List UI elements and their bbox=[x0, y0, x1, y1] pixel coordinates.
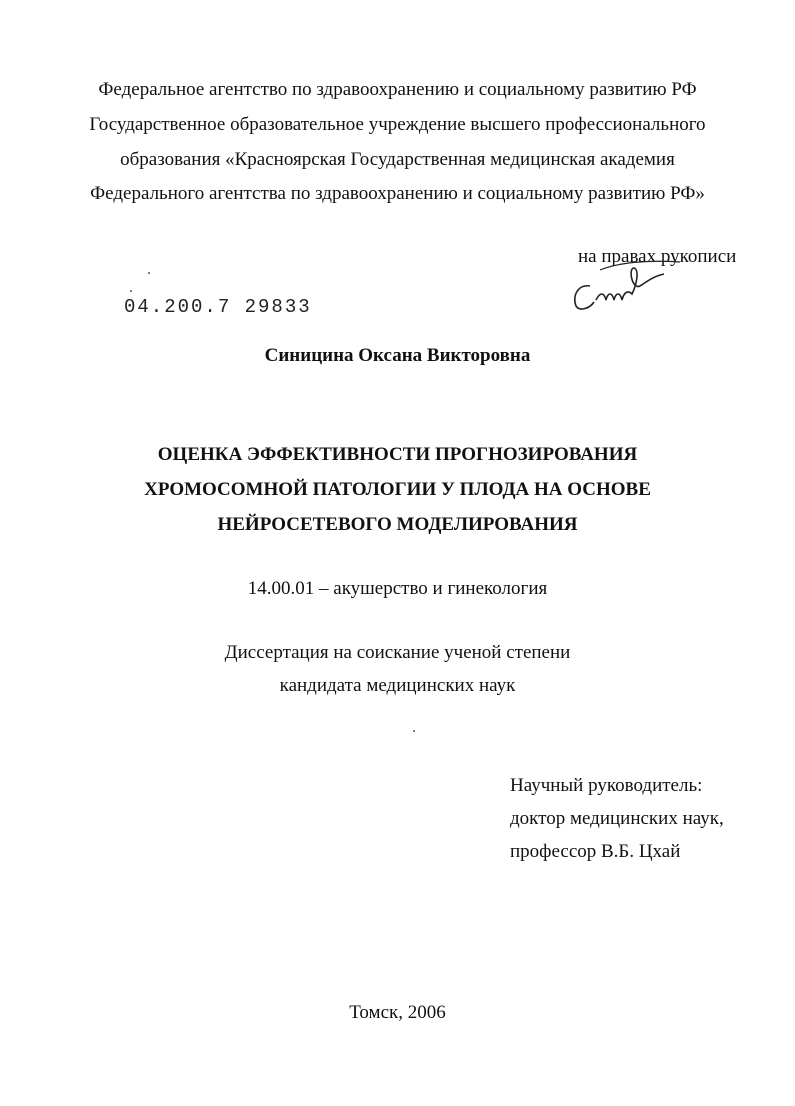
header-line-2: Государственное образовательное учреждение высшего профессионального bbox=[89, 114, 706, 135]
registry-number: 04.200.7 29833 bbox=[124, 296, 312, 318]
dissertation-line-1: Диссертация на соискание ученой степени bbox=[224, 642, 571, 663]
header-line-3: образования «Красноярская Государственная медицинская академия bbox=[120, 149, 675, 170]
advisor-line-1: Научный руководитель: bbox=[510, 775, 703, 796]
scan-speck bbox=[130, 290, 132, 292]
author-name: Синицина Оксана Викторовна bbox=[264, 345, 531, 366]
title-line-1: ОЦЕНКА ЭФФЕКТИВНОСТИ ПРОГНОЗИРОВАНИЯ bbox=[157, 444, 638, 465]
handwritten-signature bbox=[560, 256, 710, 316]
scan-speck bbox=[413, 730, 415, 732]
header-line-1: Федеральное агентство по здравоохранению и социальному развитию РФ bbox=[98, 79, 697, 100]
header-line-4: Федерального агентства по здравоохранению и социальному развитию РФ» bbox=[90, 183, 705, 204]
title-line-2: ХРОМОСОМНОЙ ПАТОЛОГИИ У ПЛОДА НА ОСНОВЕ bbox=[144, 479, 651, 500]
advisor-line-2: доктор медицинских наук, bbox=[510, 808, 724, 829]
place-and-year: Томск, 2006 bbox=[349, 1002, 446, 1023]
advisor-line-3: профессор В.Б. Цхай bbox=[510, 841, 681, 862]
manuscript-note: на правах рукописи bbox=[578, 246, 737, 267]
title-line-3: НЕЙРОСЕТЕВОГО МОДЕЛИРОВАНИЯ bbox=[217, 514, 578, 535]
scan-speck bbox=[148, 272, 150, 274]
specialty-line: 14.00.01 – акушерство и гинекология bbox=[247, 578, 548, 599]
dissertation-line-2: кандидата медицинских наук bbox=[279, 675, 516, 696]
